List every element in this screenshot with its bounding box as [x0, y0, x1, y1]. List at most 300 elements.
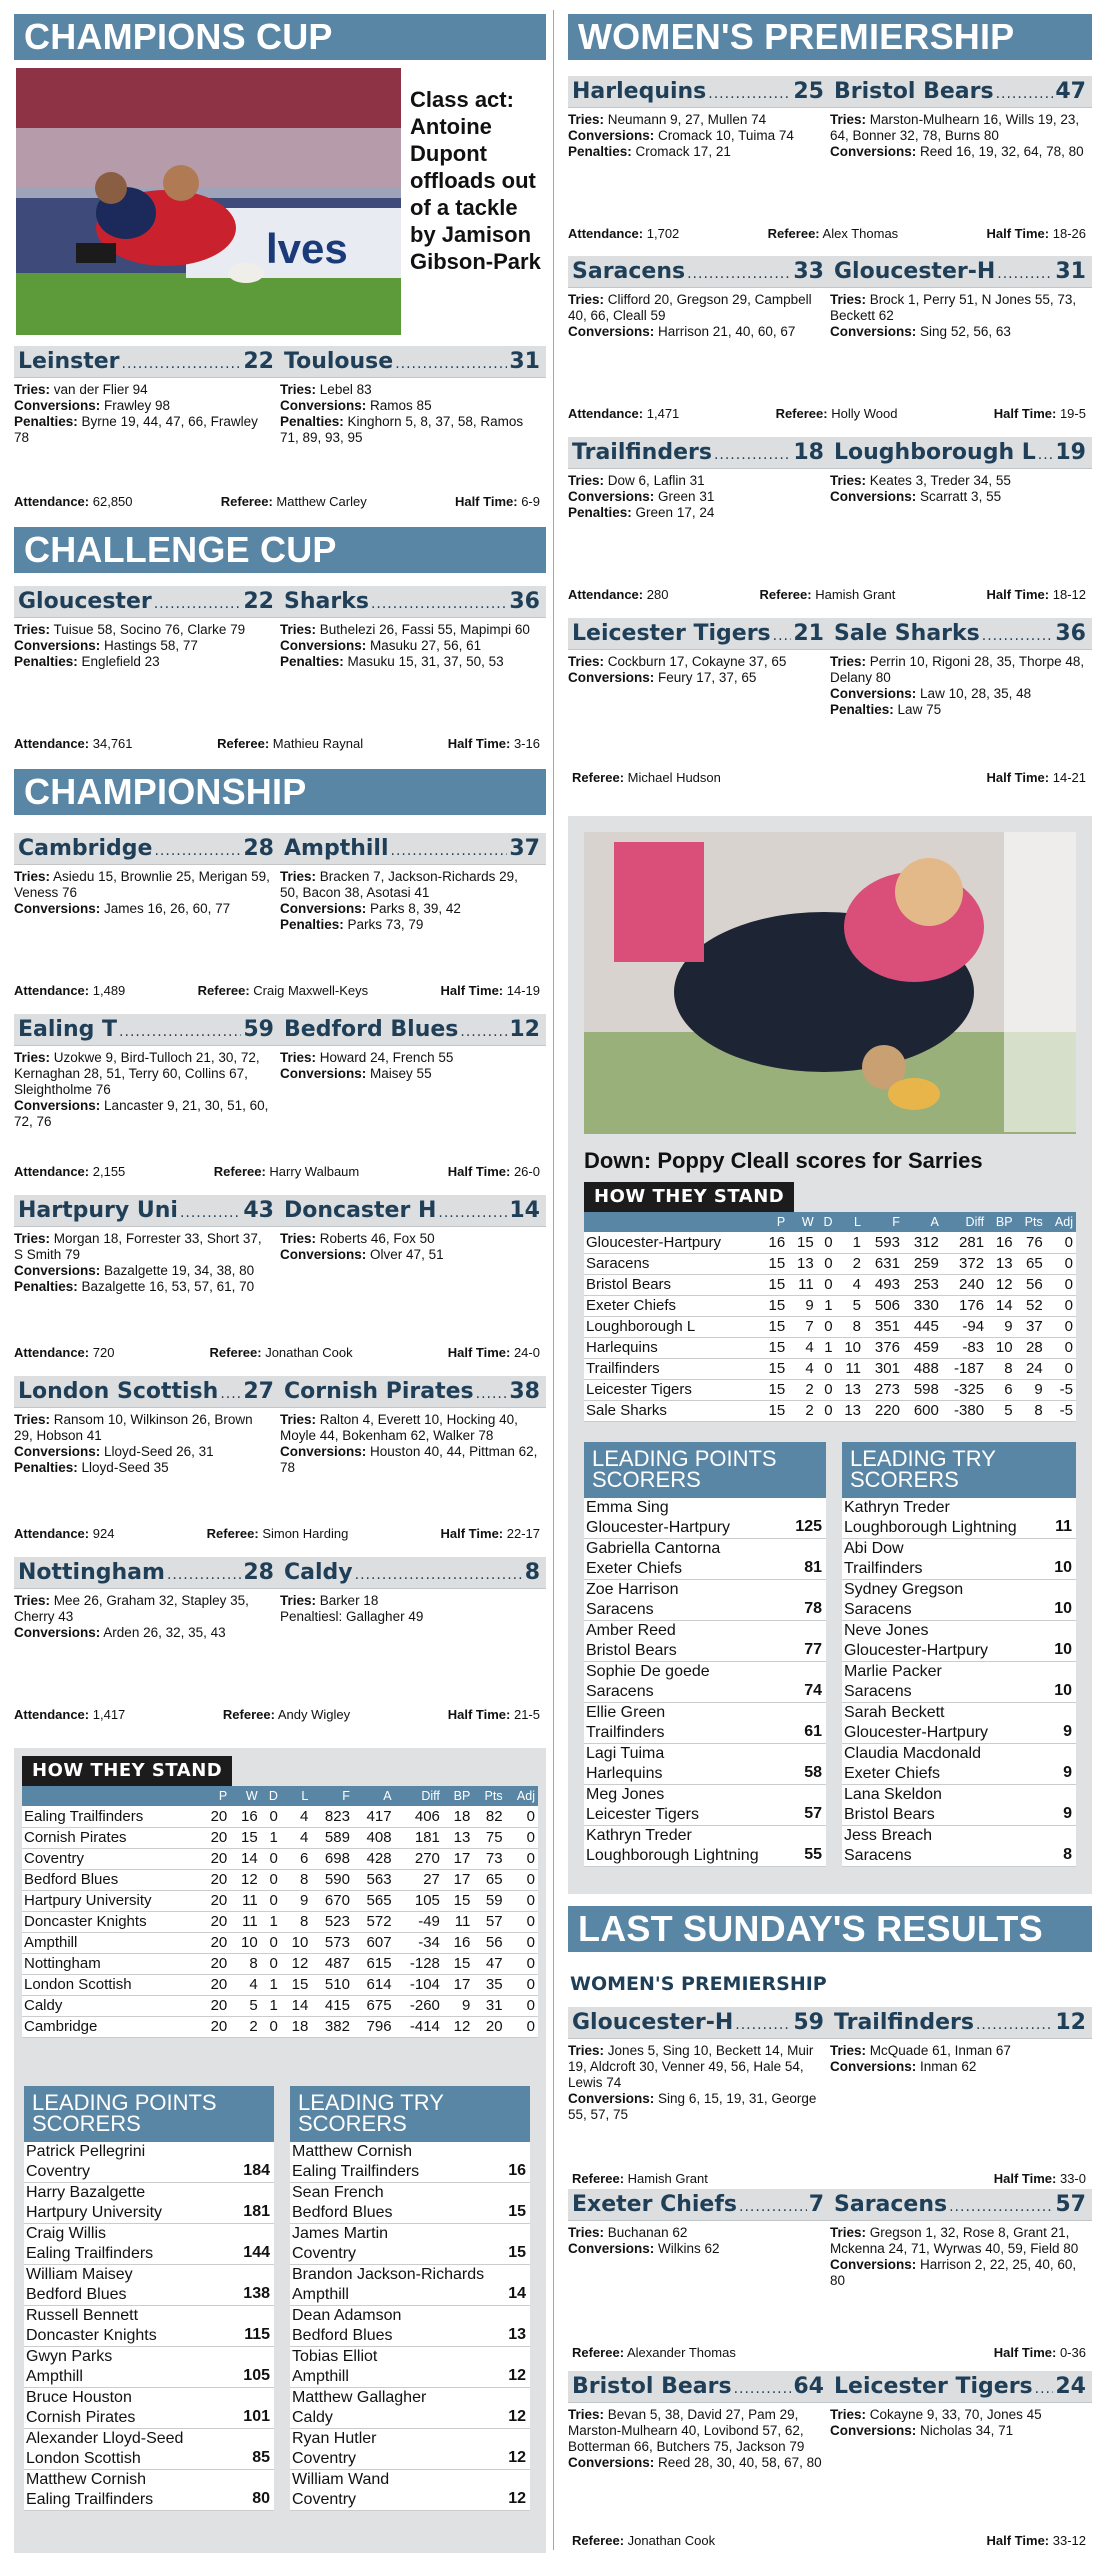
scorer-list: Tuisue 58, Socino 76, Clarke 79	[53, 622, 246, 637]
home-team-score: 64	[793, 2374, 824, 2399]
home-team-name: Harlequins	[572, 79, 707, 104]
player-club: London Scottish	[26, 2450, 141, 2467]
svg-text:lves: lves	[266, 225, 348, 272]
away-team	[830, 2374, 1092, 2399]
player-name: Kathryn Treder	[844, 1499, 950, 1516]
player-name: Craig Willis	[26, 2225, 106, 2242]
stat-cell: 796	[353, 2016, 395, 2037]
leaderboard-row	[290, 2306, 530, 2347]
scorer-type-label: Penalties:	[14, 654, 78, 669]
match-footer	[14, 494, 546, 509]
home-scorers	[568, 292, 830, 340]
scorer-line	[280, 917, 423, 932]
home-team-name: Nottingham	[18, 1560, 165, 1585]
stat-cell: 330	[903, 1295, 942, 1316]
away-team-name: Leicester Tigers	[834, 2374, 1033, 2399]
leader-dots	[395, 356, 507, 372]
stat-cell: 15	[760, 1358, 788, 1379]
home-team-score: 22	[243, 589, 274, 614]
scorer-list: Byrne 19, 44, 47, 66, Frawley 78	[14, 414, 258, 445]
home-team-score: 28	[243, 1560, 274, 1585]
home-team-score: 7	[808, 2192, 824, 2217]
scorer-list: McQuade 61, Inman 67	[869, 2043, 1011, 2058]
away-team	[830, 79, 1092, 104]
stat-cell: 351	[864, 1316, 903, 1337]
player-name: Matthew Gallagher	[292, 2389, 427, 2406]
stat-cell: 573	[311, 1932, 353, 1953]
standings-row	[22, 1827, 538, 1848]
attendance	[14, 1707, 125, 1722]
away-scorers	[830, 112, 1092, 160]
stat-cell: 0	[506, 1953, 538, 1974]
match-footer	[568, 2533, 1092, 2548]
stat-cell: 2	[836, 1253, 864, 1274]
player-club: Coventry	[26, 2163, 91, 2180]
leaderboard-row	[290, 2224, 530, 2265]
home-team-name: Cambridge	[18, 836, 153, 861]
scorer-list: Bazalgette 19, 34, 38, 80	[104, 1263, 255, 1278]
player-name: Abi Dow	[844, 1540, 904, 1557]
player-name: Claudia Macdonald	[844, 1745, 981, 1762]
player-value: 144	[243, 2244, 270, 2261]
stat-cell: 20	[200, 1869, 230, 1890]
home-team-name: Leicester Tigers	[572, 621, 771, 646]
stat-cell: 589	[311, 1827, 353, 1848]
scorer-line	[568, 505, 714, 520]
stat-cell: 20	[473, 2016, 505, 2037]
stat-cell: 1	[261, 1995, 281, 2016]
away-scorers	[280, 1412, 546, 1476]
stat-cell: 20	[200, 1911, 230, 1932]
scorer-line	[280, 1050, 453, 1065]
standings-row	[584, 1295, 1076, 1316]
scorer-list: Gregson 1, 32, Rose 8, Grant 21, Mckenna 24, 71, Wyrwas 40, 59, Field 80	[830, 2225, 1079, 2256]
scorer-type-label: Tries:	[830, 112, 867, 127]
away-team	[830, 440, 1092, 465]
away-team	[280, 589, 546, 614]
scorer-line	[14, 1593, 249, 1624]
stat-cell: 8	[281, 1869, 311, 1890]
stat-cell: 15	[760, 1253, 788, 1274]
stat-cell: 20	[200, 1827, 230, 1848]
match-header	[14, 1557, 546, 1589]
stat-cell: 20	[200, 1953, 230, 1974]
stat-cell: 281	[942, 1232, 987, 1253]
scorer-line	[280, 1609, 423, 1624]
scorer-line	[280, 414, 523, 445]
scorer-type-label: Conversions:	[830, 324, 917, 339]
scorer-line	[830, 2043, 1011, 2058]
scorer-line	[14, 1263, 254, 1278]
player-value: 10	[1054, 1682, 1072, 1699]
scorer-type-label: Tries:	[14, 1050, 51, 1065]
col-bp: BP	[987, 1212, 1015, 1232]
team-name: London Scottish	[22, 1974, 200, 1995]
attendance-value: 34,761	[92, 736, 133, 751]
away-team	[280, 836, 546, 861]
stat-cell: 20	[200, 2016, 230, 2037]
player-value: 138	[243, 2285, 270, 2302]
home-team	[568, 2010, 830, 2035]
referee-name: Jonathan Cook	[627, 2533, 716, 2548]
scorer-list: Ramos 85	[370, 398, 432, 413]
stat-cell: 65	[473, 1869, 505, 1890]
away-team	[280, 1379, 546, 1404]
half-time	[994, 406, 1086, 421]
half-time-score: 33-12	[1052, 2533, 1086, 2548]
leaderboard-row	[842, 1621, 1076, 1662]
stat-cell: 376	[864, 1337, 903, 1358]
match-details	[568, 2221, 1092, 2289]
scorer-type-label: Conversions:	[830, 2423, 917, 2438]
leaderboard-row	[584, 1826, 826, 1867]
player-name: Marlie Packer	[844, 1663, 942, 1680]
scorer-type-label: Conversions:	[568, 2241, 655, 2256]
stat-cell: 4	[788, 1358, 816, 1379]
scorer-list: Ralton 4, Everett 10, Hocking 40, Moyle 44, Bokenham 62, Walker 78	[280, 1412, 518, 1443]
home-team	[568, 621, 830, 646]
scorer-line	[568, 144, 731, 159]
team-name: Trailfinders	[584, 1358, 760, 1379]
col-f: F	[864, 1212, 903, 1232]
attendance	[14, 494, 133, 509]
scorer-type-label: Penalties:	[568, 144, 632, 159]
leaderboard-row	[842, 1498, 1076, 1539]
attendance	[14, 736, 133, 751]
player-value: 58	[804, 1764, 822, 1781]
section-header-champions-cup: CHAMPIONS CUP	[14, 14, 546, 60]
stat-cell: -380	[942, 1400, 987, 1421]
right-column	[562, 0, 1092, 2560]
scorer-line	[280, 1247, 444, 1262]
scorer-type-label: Tries:	[568, 2407, 605, 2422]
scorer-type-label: Tries:	[280, 622, 317, 637]
referee-label: Referee:	[572, 2171, 625, 2186]
match-footer	[14, 983, 546, 998]
stat-cell: 607	[353, 1932, 395, 1953]
scorer-line	[568, 2407, 804, 2454]
player-club: Leicester Tigers	[586, 1806, 699, 1823]
match-header	[14, 1376, 546, 1408]
leader-dots	[773, 628, 792, 644]
scorer-line	[280, 1231, 435, 1246]
stat-cell: 0	[506, 1974, 538, 1995]
home-team-score: 22	[243, 349, 274, 374]
player-value: 12	[508, 2449, 526, 2466]
stat-cell: 0	[506, 1995, 538, 2016]
stat-cell: 1	[261, 1827, 281, 1848]
scorer-line	[568, 2455, 822, 2470]
player-club: Harlequins	[586, 1765, 663, 1782]
scorer-line	[568, 324, 795, 339]
attendance-label: Attendance:	[14, 1707, 90, 1722]
stat-cell: 31	[473, 1995, 505, 2016]
stat-cell: 1	[817, 1337, 836, 1358]
stat-cell: 59	[473, 1890, 505, 1911]
stat-cell: 10	[987, 1337, 1015, 1358]
scorer-type-label: Conversions:	[14, 1625, 101, 1640]
player-name: Matthew Cornish	[26, 2471, 147, 2488]
stat-cell: 35	[473, 1974, 505, 1995]
home-team	[14, 1560, 280, 1585]
scorer-type-label: Conversions:	[830, 489, 917, 504]
home-team-score: 27	[243, 1379, 274, 1404]
referee-label: Referee:	[767, 226, 820, 241]
player-club: Bedford Blues	[292, 2327, 393, 2344]
player-name: Sean French	[292, 2184, 384, 2201]
stat-cell: 11	[836, 1358, 864, 1379]
stat-cell: 8	[987, 1358, 1015, 1379]
scorer-list: Asiedu 15, Brownlie 25, Merigan 59, Veness 76	[14, 869, 270, 900]
match-gloucester-sharks	[14, 586, 546, 758]
match-details	[14, 618, 546, 670]
match-footer	[568, 2345, 1092, 2360]
away-team-score: 36	[509, 589, 540, 614]
stat-cell: 563	[353, 1869, 395, 1890]
stat-cell: 73	[473, 1848, 505, 1869]
stat-cell: 253	[903, 1274, 942, 1295]
leaderboard-row	[584, 1785, 826, 1826]
col-team	[22, 1786, 200, 1806]
stat-cell: 4	[281, 1806, 311, 1827]
home-team-score: 25	[793, 79, 824, 104]
scorer-line	[830, 686, 1031, 701]
stat-cell: 17	[443, 1869, 473, 1890]
scorer-list: Buchanan 62	[607, 2225, 688, 2240]
col-f: F	[311, 1786, 353, 1806]
stat-cell: 415	[311, 1995, 353, 2016]
player-club: Gloucester-Hartpury	[844, 1642, 989, 1659]
player-name: Bruce Houston	[26, 2389, 132, 2406]
leader-dots	[976, 2017, 1053, 2033]
leader-dots	[438, 1205, 507, 1221]
leaderboard-title: LEADING POINTS SCORERS	[584, 1442, 826, 1498]
away-team-name: Gloucester-H	[834, 259, 996, 284]
player-name: Gwyn Parks	[26, 2348, 113, 2365]
stat-cell: 9	[788, 1295, 816, 1316]
stat-cell: 20	[200, 1806, 230, 1827]
stat-cell: 0	[261, 1869, 281, 1890]
home-team-score: 59	[793, 2010, 824, 2035]
stat-cell: 1	[817, 1295, 836, 1316]
referee	[760, 587, 896, 602]
match-nottingham-caldy	[14, 1557, 546, 1729]
player-club: Hartpury University	[26, 2204, 163, 2221]
team-name: Cornish Pirates	[22, 1827, 200, 1848]
team-name: Coventry	[22, 1848, 200, 1869]
player-name: James Martin	[292, 2225, 389, 2242]
left-column	[14, 0, 546, 2560]
home-team	[14, 589, 280, 614]
scorer-type-label: Tries:	[280, 1050, 317, 1065]
stat-cell: 37	[1016, 1316, 1046, 1337]
half-time	[455, 494, 540, 509]
match-footer	[568, 587, 1092, 602]
stat-cell: 0	[261, 1932, 281, 1953]
standings-row	[22, 1848, 538, 1869]
player-club: Exeter Chiefs	[844, 1765, 941, 1782]
standings-row	[584, 1253, 1076, 1274]
referee	[568, 2345, 736, 2360]
half-time-label: Half Time:	[986, 770, 1050, 785]
player-name: Lagi Tuima	[586, 1745, 665, 1762]
standings-row	[22, 1995, 538, 2016]
player-name: Neve Jones	[844, 1622, 929, 1639]
stat-cell: 0	[1046, 1337, 1076, 1358]
player-name: Alexander Lloyd-Seed	[26, 2430, 184, 2447]
half-time-label: Half Time:	[440, 983, 504, 998]
attendance-label: Attendance:	[568, 226, 644, 241]
match-header	[568, 256, 1092, 288]
leaderboard-row	[290, 2142, 530, 2183]
scorer-type-label: Tries:	[830, 2407, 867, 2422]
referee	[768, 226, 899, 241]
scorer-list: Lebel 83	[319, 382, 372, 397]
stat-cell: 28	[1016, 1337, 1046, 1358]
scorer-type-label: Tries:	[830, 473, 867, 488]
scorer-list: Law 10, 28, 35, 48	[920, 686, 1032, 701]
stat-cell: 273	[864, 1379, 903, 1400]
scorer-list: Mee 26, Graham 32, Stapley 35, Cherry 43	[14, 1593, 249, 1624]
scorer-list: van der Flier 94	[53, 382, 148, 397]
match-footer	[14, 1526, 546, 1541]
womens-standings-panel	[568, 816, 1092, 1894]
player-value: 10	[1054, 1600, 1072, 1617]
scorer-type-label: Tries:	[280, 1593, 317, 1608]
section-header-womens-premiership: WOMEN'S PREMIERSHIP	[568, 14, 1092, 60]
leaderboard-row	[842, 1662, 1076, 1703]
photo-caption: Class act: Antoine Dupont offloads out of a tackle by Jamison Gibson-Park	[410, 87, 541, 274]
player-club: Coventry	[292, 2491, 357, 2508]
leader-dots	[371, 596, 507, 612]
stat-cell: 17	[443, 1848, 473, 1869]
stat-cell: 105	[395, 1890, 443, 1911]
stat-cell: -83	[942, 1337, 987, 1358]
scorer-type-label: Conversions:	[280, 901, 367, 916]
home-team	[14, 349, 280, 374]
leader-dots	[739, 2199, 807, 2215]
away-team	[830, 2010, 1092, 2035]
scorer-line	[830, 292, 1076, 323]
scorer-list: Clifford 20, Gregson 29, Campbell 40, 66, Cleall 59	[568, 292, 812, 323]
match-details	[14, 865, 546, 933]
home-scorers	[568, 473, 830, 521]
stat-cell: 510	[311, 1974, 353, 1995]
away-team	[830, 259, 1092, 284]
away-team-score: 47	[1055, 79, 1086, 104]
leaderboard-row	[584, 1703, 826, 1744]
match-london-scottish-cornish-pirates	[14, 1376, 546, 1548]
scorer-line	[568, 2091, 816, 2122]
scorer-type-label: Tries:	[830, 654, 867, 669]
stat-cell: 0	[261, 1806, 281, 1827]
half-time	[994, 2345, 1086, 2360]
match-footer	[14, 1707, 546, 1722]
referee-name: Simon Harding	[262, 1526, 349, 1541]
stat-cell: 10	[836, 1337, 864, 1358]
referee-label: Referee:	[197, 983, 250, 998]
stat-cell: -128	[395, 1953, 443, 1974]
away-team-score: 37	[509, 836, 540, 861]
match-ealing-bedford	[14, 1014, 546, 1186]
stat-cell: 27	[395, 1869, 443, 1890]
stat-cell: 9	[281, 1890, 311, 1911]
player-name: Ryan Hutler	[292, 2430, 377, 2447]
stat-cell: 0	[506, 1890, 538, 1911]
stat-cell: 4	[230, 1974, 260, 1995]
leader-dots	[122, 356, 242, 372]
player-value: 10	[1054, 1641, 1072, 1658]
home-team-name: Ealing T	[18, 1017, 118, 1042]
referee-label: Referee:	[220, 494, 273, 509]
match-details	[14, 1408, 546, 1476]
scorer-line	[280, 1593, 378, 1608]
player-name: Meg Jones	[586, 1786, 665, 1803]
leader-dots	[476, 1386, 508, 1402]
leader-dots	[391, 843, 508, 859]
stat-cell: 0	[506, 1827, 538, 1848]
half-time	[448, 736, 540, 751]
referee	[214, 1164, 359, 1179]
half-time	[441, 983, 540, 998]
scorer-type-label: Conversions:	[830, 2257, 917, 2272]
stat-cell: 8	[281, 1911, 311, 1932]
away-team-score: 57	[1055, 2192, 1086, 2217]
player-club: Saracens	[844, 1601, 912, 1618]
standings-row	[22, 1911, 538, 1932]
attendance	[568, 406, 679, 421]
scorer-list: Cokayne 9, 33, 70, Jones 45	[869, 2407, 1042, 2422]
match-footer	[14, 736, 546, 751]
home-scorers	[14, 382, 280, 446]
half-time-label: Half Time:	[993, 2345, 1057, 2360]
away-scorers	[830, 473, 1092, 521]
half-time-label: Half Time:	[993, 2171, 1057, 2186]
scorer-type-label: Conversions:	[830, 686, 917, 701]
referee	[568, 2171, 708, 2186]
match-header	[568, 2371, 1092, 2403]
leader-dots	[460, 1024, 507, 1040]
half-time	[987, 587, 1086, 602]
player-club: Bristol Bears	[844, 1806, 935, 1823]
scorer-list: Neumann 9, 27, Mullen 74	[607, 112, 767, 127]
match-details	[14, 1589, 546, 1641]
col-w: W	[230, 1786, 260, 1806]
stat-cell: 631	[864, 1253, 903, 1274]
match-harlequins-bristol	[568, 76, 1092, 248]
scorer-line	[280, 1066, 432, 1081]
scorer-type-label: Tries:	[14, 869, 51, 884]
player-name: Sarah Beckett	[844, 1704, 945, 1721]
stat-cell: -49	[395, 1911, 443, 1932]
scorer-list: Dow 6, Laflin 31	[607, 473, 705, 488]
player-club: Gloucester-Hartpury	[844, 1724, 989, 1741]
scorer-type-label: Tries:	[830, 2043, 867, 2058]
scorer-list: James 16, 26, 60, 77	[104, 901, 231, 916]
stat-cell: 5	[230, 1995, 260, 2016]
stat-cell: 428	[353, 1848, 395, 1869]
scorer-type-label: Tries:	[14, 382, 51, 397]
half-time-label: Half Time:	[986, 2533, 1050, 2548]
scorer-type-label: Penalties:	[14, 1279, 78, 1294]
scorer-line	[14, 638, 198, 653]
player-value: 14	[508, 2285, 526, 2302]
half-time-label: Half Time:	[447, 1707, 511, 1722]
scorer-list: Olver 47, 51	[370, 1247, 444, 1262]
scorer-line	[568, 654, 786, 669]
stat-cell: 6	[281, 1848, 311, 1869]
scorer-type-label: Tries:	[280, 1231, 317, 1246]
